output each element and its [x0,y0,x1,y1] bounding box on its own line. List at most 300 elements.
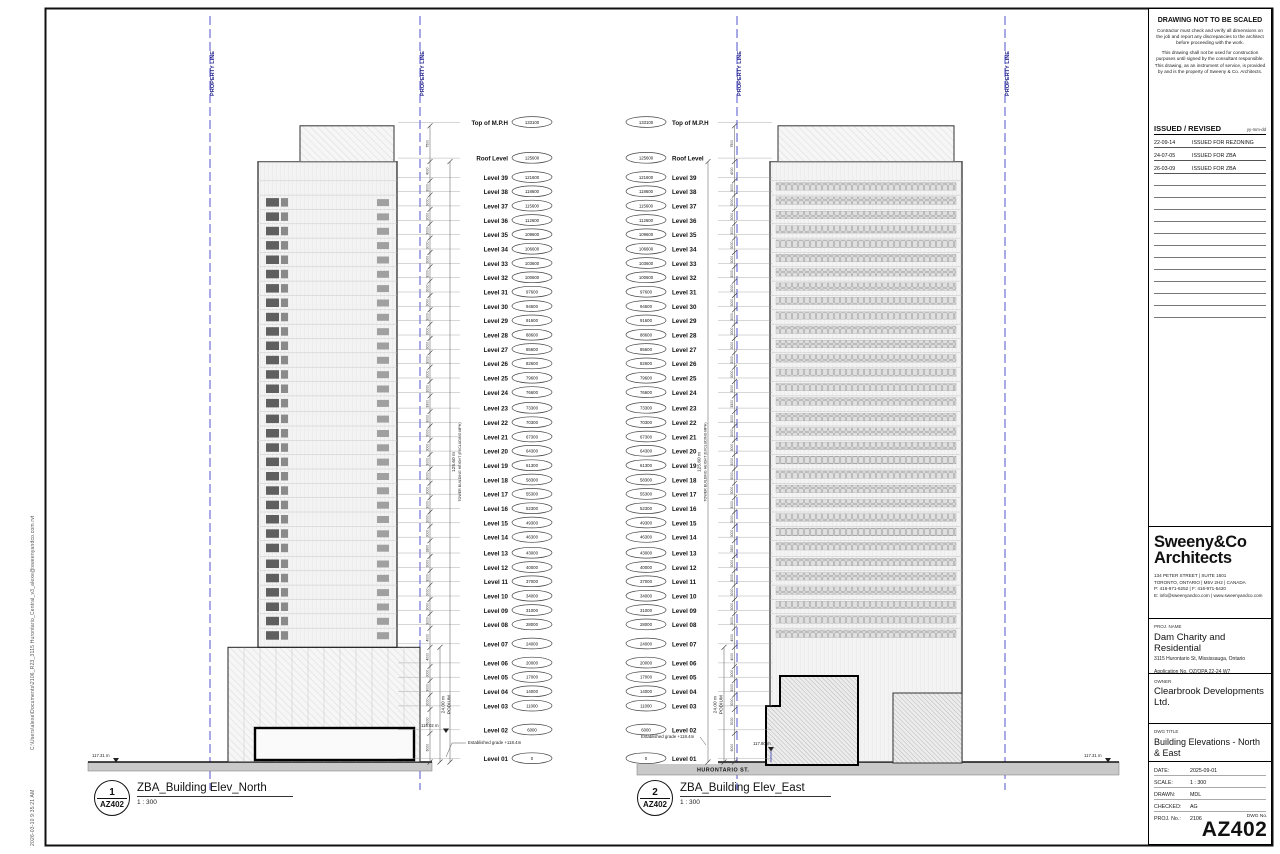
revision-empty-line [1154,306,1266,318]
svg-text:91600: 91600 [640,318,652,324]
svg-text:3000: 3000 [730,370,734,379]
svg-text:79600: 79600 [640,375,652,381]
svg-text:121600: 121600 [524,174,540,180]
svg-text:61300: 61300 [526,463,538,468]
svg-text:37000: 37000 [640,579,652,585]
scale-value: 1 : 300 [1190,780,1207,786]
svg-text:Level 16: Level 16 [483,506,508,513]
svg-text:94600: 94600 [640,303,652,309]
svg-text:3000: 3000 [425,227,430,235]
svg-text:133100: 133100 [524,119,540,125]
svg-text:TOWER BUILDING HEIGHT (EXCLUDI: TOWER BUILDING HEIGHT (EXCLUDING MPH) [458,422,462,502]
view-scale: 1 : 300 [680,799,700,806]
svg-text:4000: 4000 [730,634,734,642]
owner-label: OWNER [1154,679,1172,684]
title-block-blank-area [1149,321,1271,526]
svg-text:Level 05: Level 05 [672,674,697,682]
meta-date-row [1154,764,1266,776]
revision-empty-line [1154,186,1266,198]
svg-text:Level 18: Level 18 [672,477,697,485]
svg-text:Level 27: Level 27 [483,346,508,354]
svg-text:20000: 20000 [640,660,652,666]
svg-text:115600: 115600 [638,203,654,209]
svg-text:4000: 4000 [425,634,430,642]
project-section [1149,618,1271,673]
svg-text:14000: 14000 [526,689,538,695]
title-block [1148,8,1272,845]
revision-row [1154,135,1266,148]
revision-row [1154,148,1266,161]
svg-text:3000: 3000 [425,529,430,538]
issued-revised-title: ISSUED / REVISED [1154,124,1222,133]
svg-text:73300: 73300 [526,405,538,411]
svg-text:64300: 64300 [526,448,538,454]
svg-text:3000: 3000 [730,515,734,523]
revision-empty-line [1154,258,1266,270]
svg-text:Level 18: Level 18 [483,477,508,485]
revision-empty-line [1154,174,1266,186]
view-bubble [637,780,673,816]
project-application: Application No. OZ/OPA 22-24 W7 [1154,669,1231,675]
revision-empty-line [1154,234,1266,246]
svg-text:3000: 3000 [425,684,430,692]
property-line-label: PROPERTY LINE [420,51,426,96]
svg-text:Level 04: Level 04 [483,689,508,697]
svg-text:28000: 28000 [526,622,538,628]
disclaimer-1: Contractor must check and verify all dimensions on the job and report any discrepancies to the architect before proceeding with the work. [1156,28,1264,46]
property-line-label: PROPERTY LINE [737,51,743,96]
svg-text:24.00 m: 24.00 m [713,695,719,714]
svg-text:3000: 3000 [425,270,430,278]
svg-text:Level 29: Level 29 [483,318,508,326]
north-floor-dims [426,123,433,764]
svg-text:103600: 103600 [638,260,654,266]
svg-text:Level 08: Level 08 [672,622,697,630]
view-sheet-ref: AZ402 [640,798,670,810]
svg-text:76600: 76600 [640,389,652,395]
north-elevation-levels [398,117,552,764]
svg-text:PODIUM: PODIUM [719,695,725,715]
svg-text:Level 33: Level 33 [672,260,697,268]
firm-name-line1: Sweeny&Co [1154,533,1247,551]
svg-text:TOWER BUILDING HEIGHT (EXCLUDI: TOWER BUILDING HEIGHT (EXCLUDING MPH) [703,422,708,502]
revision-empty-line [1154,270,1266,282]
svg-text:Level 39: Level 39 [483,174,508,182]
svg-text:Level 38: Level 38 [483,189,508,197]
svg-text:Level 26: Level 26 [672,361,697,369]
svg-text:Level 10: Level 10 [483,593,508,601]
revision-empty-line [1154,282,1266,294]
svg-text:91600: 91600 [526,318,538,324]
svg-text:3000: 3000 [425,370,430,379]
svg-text:Top of M.P.H: Top of M.P.H [672,119,709,127]
svg-text:3000: 3000 [425,313,430,321]
svg-text:Level 34: Level 34 [672,246,697,254]
firm-address-1: 134 PETER STREET | SUITE 1601 [1154,573,1227,578]
svg-text:3000: 3000 [730,198,734,207]
title-block-warning [1149,9,1271,121]
svg-text:3000: 3000 [730,617,734,625]
svg-text:3000: 3000 [730,415,734,423]
svg-text:3000: 3000 [730,327,734,336]
revision-empty-line [1154,198,1266,210]
svg-text:3000: 3000 [425,415,430,423]
svg-text:61300: 61300 [640,463,652,468]
svg-text:3000: 3000 [425,298,430,307]
meta-scale-row [1154,776,1266,788]
revision-desc: ISSUED FOR REZONING [1192,140,1254,146]
svg-text:Level 15: Level 15 [672,520,697,528]
svg-text:3000: 3000 [425,602,430,611]
svg-text:24000: 24000 [640,641,652,647]
svg-text:3000: 3000 [425,356,430,364]
date-value: 2025-09-01 [1190,768,1218,774]
east-elevation-levels [624,117,772,764]
svg-text:3000: 3000 [425,384,430,393]
revision-empty-line [1154,246,1266,258]
date-format: yy-mm-dd [1246,127,1266,132]
svg-text:Top of M.P.H: Top of M.P.H [471,119,508,127]
proj-no-value: 2106 [1190,816,1202,822]
svg-text:109600: 109600 [524,232,540,238]
svg-text:88600: 88600 [526,332,538,338]
svg-text:3000: 3000 [730,429,734,437]
svg-text:3300: 3300 [425,400,430,408]
revision-empty-line [1154,210,1266,222]
svg-text:Level 10: Level 10 [672,593,697,601]
svg-text:4000: 4000 [730,167,734,175]
svg-text:Level 03: Level 03 [483,703,508,711]
svg-text:Level 28: Level 28 [672,332,697,340]
svg-text:3000: 3000 [730,241,734,250]
svg-text:Level 37: Level 37 [672,203,697,211]
svg-text:133100: 133100 [638,119,654,125]
svg-text:Level 02: Level 02 [672,727,697,735]
svg-text:125.60 m: 125.60 m [697,451,703,473]
svg-text:3000: 3000 [425,443,430,452]
svg-text:Level 36: Level 36 [672,217,697,225]
svg-text:3000: 3000 [730,574,734,582]
north-elevation [88,126,432,771]
svg-text:3000: 3000 [730,602,734,611]
revision-desc: ISSUED FOR ZBA [1192,153,1237,159]
firm-address-4: E: info@sweenyandco.com | www.sweenyandco.com [1154,592,1263,598]
svg-text:46300: 46300 [526,534,538,540]
svg-text:58300: 58300 [640,477,652,483]
svg-text:Level 16: Level 16 [672,506,697,513]
svg-text:11000: 11000 [640,703,652,709]
proj-no-label: PROJ. No.: [1154,816,1181,822]
view-title: ZBA_Building Elev_East [680,782,831,797]
svg-text:37000: 37000 [526,579,538,585]
svg-text:Level 03: Level 03 [672,703,697,711]
svg-text:3000: 3000 [730,588,734,597]
svg-text:85600: 85600 [640,346,652,352]
svg-text:Level 31: Level 31 [483,289,508,297]
svg-text:3000: 3000 [425,341,430,350]
svg-text:3300: 3300 [730,400,734,408]
svg-text:Level 01: Level 01 [672,756,697,763]
svg-text:Level 22: Level 22 [483,420,508,427]
svg-text:17000: 17000 [640,674,652,680]
firm-section [1149,526,1271,618]
svg-text:Level 04: Level 04 [672,689,697,697]
view-scale: 1 : 300 [137,799,157,806]
svg-text:3000: 3000 [730,684,734,692]
svg-text:3000: 3000 [730,212,734,221]
svg-text:3000: 3000 [730,356,734,364]
svg-text:Level 13: Level 13 [672,550,697,558]
view-sheet-ref: AZ402 [97,798,127,810]
owner-section [1149,673,1271,723]
svg-text:3000: 3000 [730,486,734,495]
svg-text:64300: 64300 [640,448,652,454]
established-grade-east: Established grade +118.4m [641,734,695,739]
svg-text:0: 0 [644,756,648,761]
svg-text:Level 25: Level 25 [672,375,697,383]
revision-date: 26-03-09 [1154,166,1176,172]
svg-text:112600: 112600 [524,217,540,223]
revision-empty-line [1154,222,1266,234]
property-line-label: PROPERTY LINE [1005,51,1011,96]
svg-text:Roof Level: Roof Level [672,155,704,163]
svg-text:Roof Level: Roof Level [476,155,508,163]
svg-text:85600: 85600 [526,346,538,352]
svg-text:82600: 82600 [640,361,652,367]
street-label: HURONTARIO ST. [697,767,750,774]
svg-text:3000: 3000 [425,458,430,466]
svg-text:49300: 49300 [526,520,538,526]
svg-text:Level 13: Level 13 [483,550,508,558]
svg-text:Level 26: Level 26 [483,361,508,369]
svg-text:94600: 94600 [526,303,538,309]
svg-text:3000: 3000 [425,515,430,523]
svg-text:28000: 28000 [640,622,652,628]
svg-text:Level 19: Level 19 [483,463,508,470]
svg-text:Level 35: Level 35 [483,232,508,240]
dwg-no-label: DWG No. [1246,814,1268,819]
svg-text:3000: 3000 [730,472,734,480]
firm-address-2: TORONTO, ONTARIO | M5V 2H2 | CANADA [1154,579,1246,585]
east-floor-dims [730,123,737,764]
svg-text:3000: 3000 [730,270,734,278]
svg-text:0: 0 [530,756,534,761]
revision-date: 24-07-05 [1154,153,1176,159]
revision-date: 22-09-14 [1154,140,1176,146]
meta-checked-row [1154,800,1266,812]
svg-text:3000: 3000 [425,241,430,250]
svg-text:Level 11: Level 11 [483,579,508,587]
grade-north-mid: 118.02 m [421,723,439,728]
svg-text:3000: 3000 [425,255,430,264]
svg-text:Level 01: Level 01 [483,756,508,763]
svg-text:82600: 82600 [526,361,538,367]
svg-text:14000: 14000 [640,689,652,695]
svg-text:88600: 88600 [640,332,652,338]
svg-text:3000: 3000 [425,698,430,707]
established-grade-north: Established grade +118.4m [468,740,522,745]
svg-text:Level 23: Level 23 [483,405,508,413]
revision-row [1154,161,1266,174]
svg-text:4000: 4000 [730,653,734,661]
svg-text:Level 39: Level 39 [672,174,697,182]
svg-text:121600: 121600 [638,174,654,180]
svg-text:3000: 3000 [425,327,430,336]
svg-text:46300: 46300 [640,534,652,540]
issued-revised-section [1149,121,1271,321]
svg-text:100600: 100600 [638,275,654,281]
svg-text:125.60 m: 125.60 m [452,451,457,473]
svg-text:Level 28: Level 28 [483,332,508,340]
svg-text:Level 02: Level 02 [483,727,508,735]
svg-text:58300: 58300 [526,477,538,483]
dwg-title: Building Elevations - North & East [1154,737,1261,758]
view-callout-east [637,780,831,816]
dwg-title-label: DWG TITLE [1154,729,1179,734]
svg-text:34000: 34000 [640,593,652,599]
view-number: 2 [652,786,658,798]
svg-text:3000: 3000 [425,617,430,625]
svg-text:3000: 3000 [425,669,430,678]
svg-text:43000: 43000 [526,550,538,556]
svg-text:11000: 11000 [526,703,538,709]
svg-text:52300: 52300 [526,506,538,511]
svg-text:Level 14: Level 14 [483,534,508,542]
meta-section [1149,761,1271,844]
date-label: DATE: [1154,768,1170,774]
svg-text:3000: 3000 [425,212,430,221]
svg-text:115600: 115600 [524,203,540,209]
svg-text:Level 35: Level 35 [672,232,697,240]
svg-text:118600: 118600 [638,189,654,195]
svg-text:Level 19: Level 19 [672,463,697,470]
svg-text:Level 25: Level 25 [483,375,508,383]
svg-text:Level 30: Level 30 [672,303,697,311]
svg-text:Level 17: Level 17 [672,491,697,499]
north-tower-dim [448,159,463,764]
svg-text:3000: 3000 [730,313,734,321]
svg-text:Level 30: Level 30 [483,303,508,311]
svg-text:Level 22: Level 22 [672,420,697,427]
svg-text:49300: 49300 [640,520,652,526]
svg-text:106600: 106600 [638,246,654,252]
svg-text:Level 12: Level 12 [483,564,508,572]
svg-text:7500: 7500 [730,139,734,148]
svg-text:3000: 3000 [730,698,734,707]
svg-text:3000: 3000 [425,559,430,568]
svg-text:3000: 3000 [425,574,430,582]
svg-text:3300: 3300 [730,544,734,553]
svg-text:3000: 3000 [425,501,430,509]
svg-text:3000: 3000 [730,529,734,538]
svg-text:55300: 55300 [526,491,538,497]
svg-text:97600: 97600 [526,289,538,295]
svg-text:Level 21: Level 21 [483,434,508,442]
svg-text:6000: 6000 [730,743,734,752]
svg-text:3000: 3000 [425,588,430,597]
svg-text:118600: 118600 [524,189,540,195]
svg-text:112600: 112600 [638,217,654,223]
grade-east-mid: 117.80 m [753,741,771,746]
svg-text:31000: 31000 [526,607,538,613]
svg-text:6000: 6000 [425,743,430,752]
svg-text:3000: 3000 [730,501,734,509]
svg-text:125600: 125600 [638,155,654,161]
svg-text:5000: 5000 [730,717,734,726]
svg-text:Level 21: Level 21 [672,434,697,442]
warning-heading: DRAWING NOT TO BE SCALED [1157,17,1263,24]
drawn-label: DRAWN: [1154,792,1176,798]
svg-text:Level 20: Level 20 [483,448,508,456]
svg-text:Level 34: Level 34 [483,246,508,254]
svg-text:70300: 70300 [640,420,652,425]
svg-text:7500: 7500 [425,139,430,148]
project-label: PROJ. NAME [1154,624,1182,629]
svg-text:31000: 31000 [640,607,652,613]
svg-text:Level 32: Level 32 [672,275,697,283]
view-bubble [94,780,130,816]
drawn-value: MDL [1190,792,1202,798]
svg-text:106600: 106600 [524,246,540,252]
svg-text:5000: 5000 [425,717,430,726]
svg-text:3000: 3000 [425,429,430,437]
svg-text:76600: 76600 [526,389,538,395]
svg-text:20000: 20000 [526,660,538,666]
checked-label: CHECKED: [1154,804,1182,810]
svg-text:Level 12: Level 12 [672,564,697,572]
svg-text:4000: 4000 [425,167,430,175]
svg-text:3000: 3000 [730,341,734,350]
meta-drawn-row [1154,788,1266,800]
svg-text:Level 15: Level 15 [483,520,508,528]
dwg-title-section [1149,723,1271,761]
project-address: 3115 Hurontario St, Mississauga, Ontario [1154,656,1246,662]
svg-text:Level 07: Level 07 [483,641,508,649]
meta-proj-row [1154,812,1202,823]
svg-text:103600: 103600 [524,260,540,266]
view-title: ZBA_Building Elev_North [137,782,293,797]
svg-text:Level 38: Level 38 [672,189,697,197]
file-path-note: C:\Users\alexe\Documents\2106_R23_3115 Hurontario_Central_v3_alexe@sweenyandco.com.rvt [30,515,36,750]
project-name: Dam Charity and Residential [1154,632,1226,654]
checked-value: AG [1190,804,1198,810]
svg-text:3000: 3000 [730,184,734,192]
svg-text:3000: 3000 [730,559,734,568]
svg-text:3300: 3300 [425,544,430,553]
svg-text:24000: 24000 [526,641,538,647]
svg-text:Level 08: Level 08 [483,622,508,630]
svg-text:Level 23: Level 23 [672,405,697,413]
svg-text:55300: 55300 [640,491,652,497]
svg-text:67300: 67300 [526,434,538,440]
svg-text:Level 05: Level 05 [483,674,508,682]
disclaimer-2: This drawing shall not be used for construction purposes until signed by the consultant responsible. This drawing, as an instrument of service, is provided by and is the property of Sweeny & Co. Architects. [1154,50,1266,74]
svg-text:52300: 52300 [640,506,652,511]
svg-text:Level 09: Level 09 [483,607,508,615]
svg-text:Level 36: Level 36 [483,217,508,225]
svg-text:109600: 109600 [638,232,654,238]
svg-text:Level 20: Level 20 [672,448,697,456]
firm-name-line2: Architects [1154,549,1232,567]
view-number: 1 [109,786,115,798]
svg-text:97600: 97600 [640,289,652,295]
grade-north-left: 117.31 m [92,753,110,758]
svg-text:100600: 100600 [524,275,540,281]
svg-text:4000: 4000 [425,653,430,661]
print-timestamp: 2026-03-10 9:35:21 AM [30,789,36,846]
svg-text:3000: 3000 [730,458,734,466]
property-line-label: PROPERTY LINE [210,51,216,96]
